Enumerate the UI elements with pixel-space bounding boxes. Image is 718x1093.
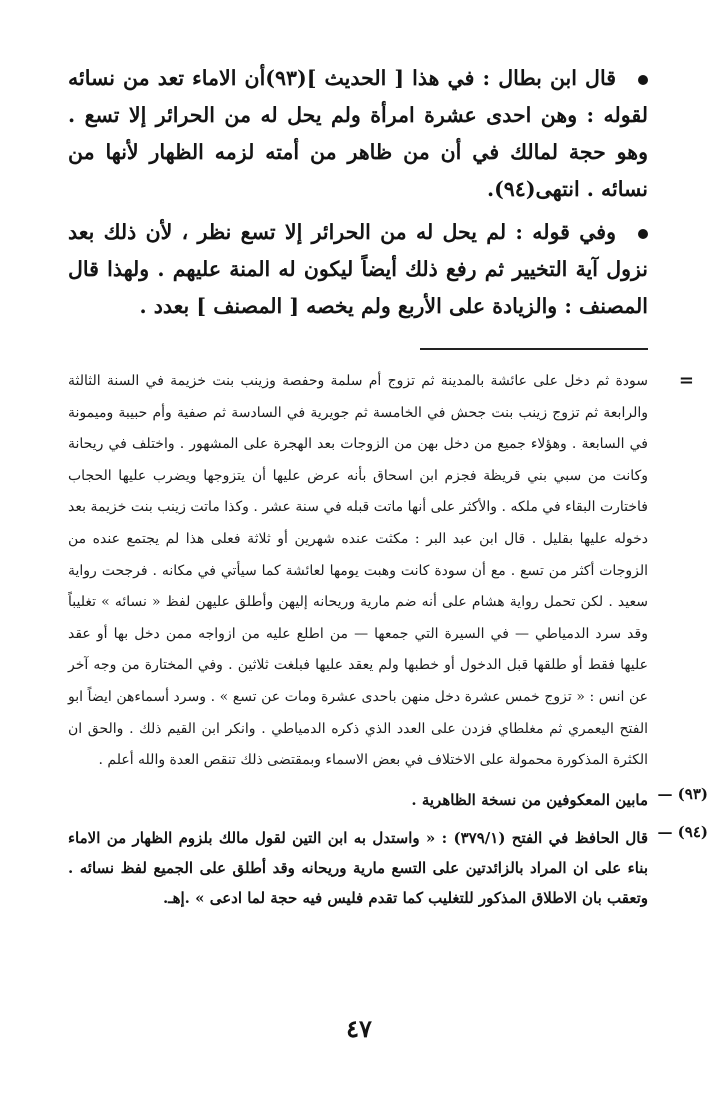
paragraph-1-text: قال ابن بطال : في هذا [ الحديث ](٩٣)أن الاماء تعد من نسائه لقوله : وهن احدى عشرة امرأة ولم يحل له من الحرائر إلا تسع . وهو حجة لمالك في أن من ظاهر من أمته لزمه الظهار لأنها من نسائه . انتهى(٩٤). bbox=[68, 66, 648, 201]
footnote-text: مابين المعكوفين من نسخة الظاهرية . bbox=[411, 790, 648, 809]
footnote-number: (٩٤) — bbox=[657, 822, 708, 841]
bullet-icon bbox=[638, 75, 648, 85]
page-number: ٤٧ bbox=[346, 1014, 372, 1043]
footnote-continuation bbox=[68, 366, 694, 777]
paragraph-1 bbox=[68, 60, 648, 208]
footnote-93 bbox=[68, 784, 708, 815]
paragraph-2 bbox=[68, 214, 648, 325]
bullet-icon bbox=[638, 229, 648, 239]
footnote-94 bbox=[68, 822, 708, 913]
footnote-separator bbox=[420, 348, 648, 350]
footnote-number: (٩٣) — bbox=[657, 784, 708, 803]
main-text bbox=[68, 60, 648, 325]
footnotes bbox=[68, 366, 708, 913]
footnote-text: قال الحافظ في الفتح (٣٧٩/١) : « واستدل به ابن التين لقول مالك بلزوم الظهار من الاماء بناء على ان المراد بالزائدتين على التسع مارية وريحانه وقد أطلق على الجميع لفظ نسائه . وتعقب بان الاطلاق المذكور للتغليب كما تقدم فليس فيه حجة لما ادعى » .إهـ. bbox=[68, 828, 648, 907]
continuation-text: سودة ثم دخل على عائشة بالمدينة ثم تزوج أم سلمة وحفصة وزينب بنت خزيمة في السنة الثالثة والرابعة ثم تزوج زينب بنت جحش في الخامسة ثم جويرية في السادسة ثم صفية وأم حبيبة وميمونة في السابعة . وهؤلاء جميع من دخل بهن من الزوجات بعد الهجرة على المشهور . واختلف في ريحانة وكانت من سبي بني قريظة فجزم ابن اسحاق بأنه عرض عليها أن يتزوجها ويضرب عليها الحجاب فاختارت البقاء في ملكه . والأكثر على أنها ماتت قبله في سنة عشر . وكذا ماتت زينب بنت خزيمة بعد دخوله عليها بقليل . قال ابن عبد البر : مكثت عنده شهرين أو ثلاثة فعلى هذا لم يجتمع عنده من الزوجات أكثر من تسع . مع أن سودة كانت وهبت يومها لعائشة كما سيأتي في مكانه . فرجحت رواية سعيد . لكن تحمل رواية هشام على أنه ضم مارية وريحانه إليهن وأطلق عليهن لفظ « نسائه » تغليباً وقد سرد الدمياطي — في السيرة التي جمعها — من اطلع عليه من ازواجه ممن دخل بها أو عقد عليها فقط أو طلقها قبل الدخول أو خطبها ولم يعقد عليها فبلغت ثلاثين . وفي المختارة من وجه آخر عن انس : « تزوج خمس عشرة دخل منهن باحدى عشرة ومات عن تسع » . وسرد أسماءهن ايضاً ابو الفتح اليعمري ثم مغلطاي فزدن على العدد الذي ذكره الدمياطي . وانكر ابن القيم ذلك . والحق ان الكثرة المذكورة محمولة على الاختلاف في بعض الاسماء وبمقتضى ذلك تنقص العدة والله أعلم . bbox=[68, 373, 648, 769]
paragraph-2-text: وفي قوله : لم يحل له من الحرائر إلا تسع نظر ، لأن ذلك بعد نزول آية التخيير ثم رفع ذلك أيضاً ليكون له المنة عليهم . ولهذا قال المصنف : والزيادة على الأربع ولم يخصه [ المصنف ] بعدد . bbox=[68, 220, 648, 318]
continuation-mark: = bbox=[678, 370, 694, 391]
